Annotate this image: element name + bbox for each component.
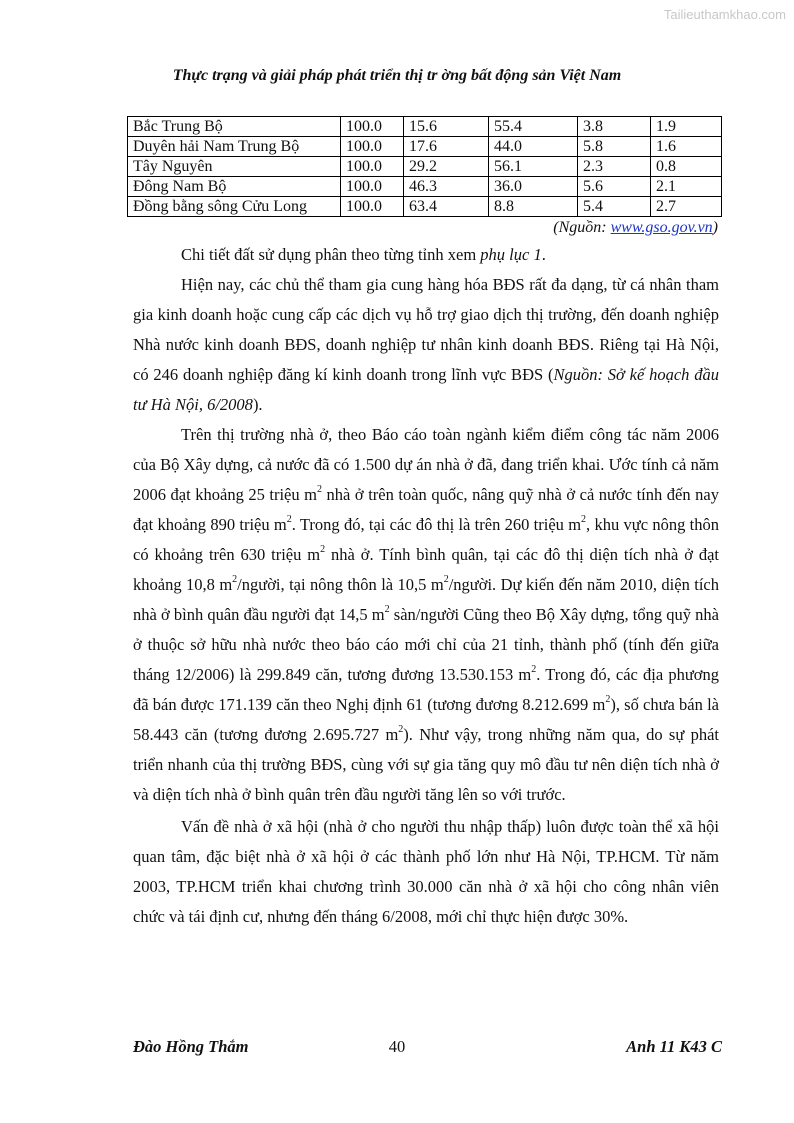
superscript: 2 <box>384 603 390 615</box>
value-cell: 100.0 <box>341 157 404 177</box>
value-cell: 5.4 <box>578 197 651 217</box>
value-cell: 100.0 <box>341 117 404 137</box>
p3-s5: nhà ở. Tính bình quân, tại các đô thị diện tích nhà ở đạt khoảng 10,8 m <box>133 545 720 594</box>
value-cell: 3.8 <box>578 117 651 137</box>
table-source <box>553 219 718 237</box>
value-cell: 0.8 <box>651 157 722 177</box>
table-row <box>128 197 722 217</box>
p3-s2: nhà ở trên toàn quốc, nâng quỹ nhà ở cả nước tính đến nay đạt khoảng 890 triệu m <box>133 485 719 534</box>
p3-s8: sàn/người Cũng theo Bộ Xây dựng, tổng quỹ nhà ở thuộc sở hữu nhà nước theo báo cáo mới chỉ của 21 tỉnh, thành phố (tính đến giữa tháng 12/2006) là 299.849 căn, tương đương 13.530.153 m <box>133 605 719 684</box>
value-cell: 5.8 <box>578 137 651 157</box>
region-cell: Bắc Trung Bộ <box>128 117 341 137</box>
footer-class: Anh 11 K43 C <box>626 1037 722 1056</box>
superscript: 2 <box>605 693 611 705</box>
value-cell: 29.2 <box>404 157 489 177</box>
value-cell: 8.8 <box>489 197 578 217</box>
value-cell: 100.0 <box>341 177 404 197</box>
p3-s6: /người, tại nông thôn là 10,5 m <box>237 575 444 594</box>
superscript: 2 <box>286 513 292 525</box>
region-cell: Tây Nguyên <box>128 157 341 177</box>
superscript: 2 <box>398 723 404 735</box>
table-row <box>128 157 722 177</box>
value-cell: 2.1 <box>651 177 722 197</box>
value-cell: 5.6 <box>578 177 651 197</box>
value-cell: 15.6 <box>404 117 489 137</box>
value-cell: 100.0 <box>341 197 404 217</box>
value-cell: 17.6 <box>404 137 489 157</box>
superscript: 2 <box>232 573 238 585</box>
value-cell: 1.9 <box>651 117 722 137</box>
value-cell: 55.4 <box>489 117 578 137</box>
p3-s7: /người. Dự kiến đến năm 2010, diện tích nhà ở bình quân đầu người đạt 14,5 m <box>133 575 719 624</box>
paragraph-2 <box>133 270 719 420</box>
value-cell: 36.0 <box>489 177 578 197</box>
p3-s9: . Trong đó, các địa phương đã bán được 171.139 căn theo Nghị định 61 (tương đương 8.212.699 m <box>133 665 719 714</box>
watermark: Tailieuthamkhao.com <box>663 7 786 22</box>
p3-s3: . Trong đó, tại các đô thị là trên 260 triệu m <box>291 515 582 534</box>
table-row <box>128 137 722 157</box>
value-cell: 56.1 <box>489 157 578 177</box>
page-header: Thực trạng và giải pháp phát triển thị tr ờng bất động sản Việt Nam <box>172 67 622 84</box>
p1-end: . <box>541 245 546 264</box>
p2-source: Nguồn: Sở kế hoạch đầu tư Hà Nội, 6/2008 <box>133 365 719 414</box>
value-cell: 2.3 <box>578 157 651 177</box>
value-cell: 46.3 <box>404 177 489 197</box>
source-prefix: (Nguồn: <box>553 219 611 236</box>
paragraph-4: Vấn đề nhà ở xã hội (nhà ở cho người thu nhập thấp) luôn được toàn thể xã hội quan tâm, đặc biệt nhà ở xã hội ở các thành phố lớn như Hà Nội, TP.HCM. Từ năm 2003, TP.HCM triển khai chương trình 30.000 căn nhà ở xã hội cho công nhân viên chức và tái định cư, nhưng đến tháng 6/2008, mới chỉ thực hiện được 30%. <box>133 817 719 926</box>
region-cell: Duyên hải Nam Trung Bộ <box>128 137 341 157</box>
value-cell: 2.7 <box>651 197 722 217</box>
footer-author: Đào Hồng Thắm <box>133 1037 249 1056</box>
p1-text: Chi tiết đất sử dụng phân theo từng tỉnh xem <box>181 245 481 264</box>
value-cell: 1.6 <box>651 137 722 157</box>
value-cell: 44.0 <box>489 137 578 157</box>
p3-s1: Trên thị trường nhà ở, theo Báo cáo toàn ngành kiểm điểm công tác năm 2006 của Bộ Xây dựng, cả nước đã có 1.500 dự án nhà ở đã, đang triển khai. Ước tính cả năm 2006 đạt khoảng 25 triệu m <box>133 425 719 504</box>
p2-end: ). <box>252 395 263 414</box>
value-cell: 63.4 <box>404 197 489 217</box>
table-row <box>128 177 722 197</box>
p3-s10: ), số chưa bán là 58.443 căn (tương đương 2.695.727 m <box>133 695 719 744</box>
value-cell: 100.0 <box>341 137 404 157</box>
superscript: 2 <box>443 573 449 585</box>
superscript: 2 <box>320 543 326 555</box>
body-text <box>133 240 719 932</box>
p3-s11: ). Như vậy, trong những năm qua, do sự phát triển nhanh của thị trường BĐS, cùng với sự gia tăng quy mô đầu tư nên diện tích nhà ở và diện tích nhà ở bình quân trên đầu người tăng lên so với trước. <box>133 725 719 804</box>
paragraph-1 <box>133 240 719 270</box>
land-use-table <box>127 116 722 217</box>
superscript: 2 <box>317 483 323 495</box>
p1-appendix-ref: phụ lục 1 <box>480 245 542 264</box>
region-cell: Đông Nam Bộ <box>128 177 341 197</box>
p3-s4: , khu vực nông thôn có khoảng trên 630 triệu m <box>133 515 719 564</box>
region-cell: Đồng bằng sông Cửu Long <box>128 197 341 217</box>
superscript: 2 <box>531 663 537 675</box>
source-link[interactable]: www.gso.gov.vn <box>610 219 713 236</box>
paragraph-3 <box>133 420 719 810</box>
source-suffix: ) <box>712 219 718 236</box>
page-number: 40 <box>388 1037 406 1056</box>
p2-text: Hiện nay, các chủ thể tham gia cung hàng hóa BĐS rất đa dạng, từ cá nhân tham gia kinh doanh hoặc cung cấp các dịch vụ hỗ trợ giao dịch thị trường, đến doanh nghiệp Nhà nước kinh doanh BĐS, doanh nghiệp tư nhân kinh doanh BĐS. Riêng tại Hà Nội, có 246 doanh nghiệp đăng kí kinh doanh trong lĩnh vực BĐS ( <box>133 275 719 384</box>
table-row <box>128 117 722 137</box>
superscript: 2 <box>581 513 587 525</box>
